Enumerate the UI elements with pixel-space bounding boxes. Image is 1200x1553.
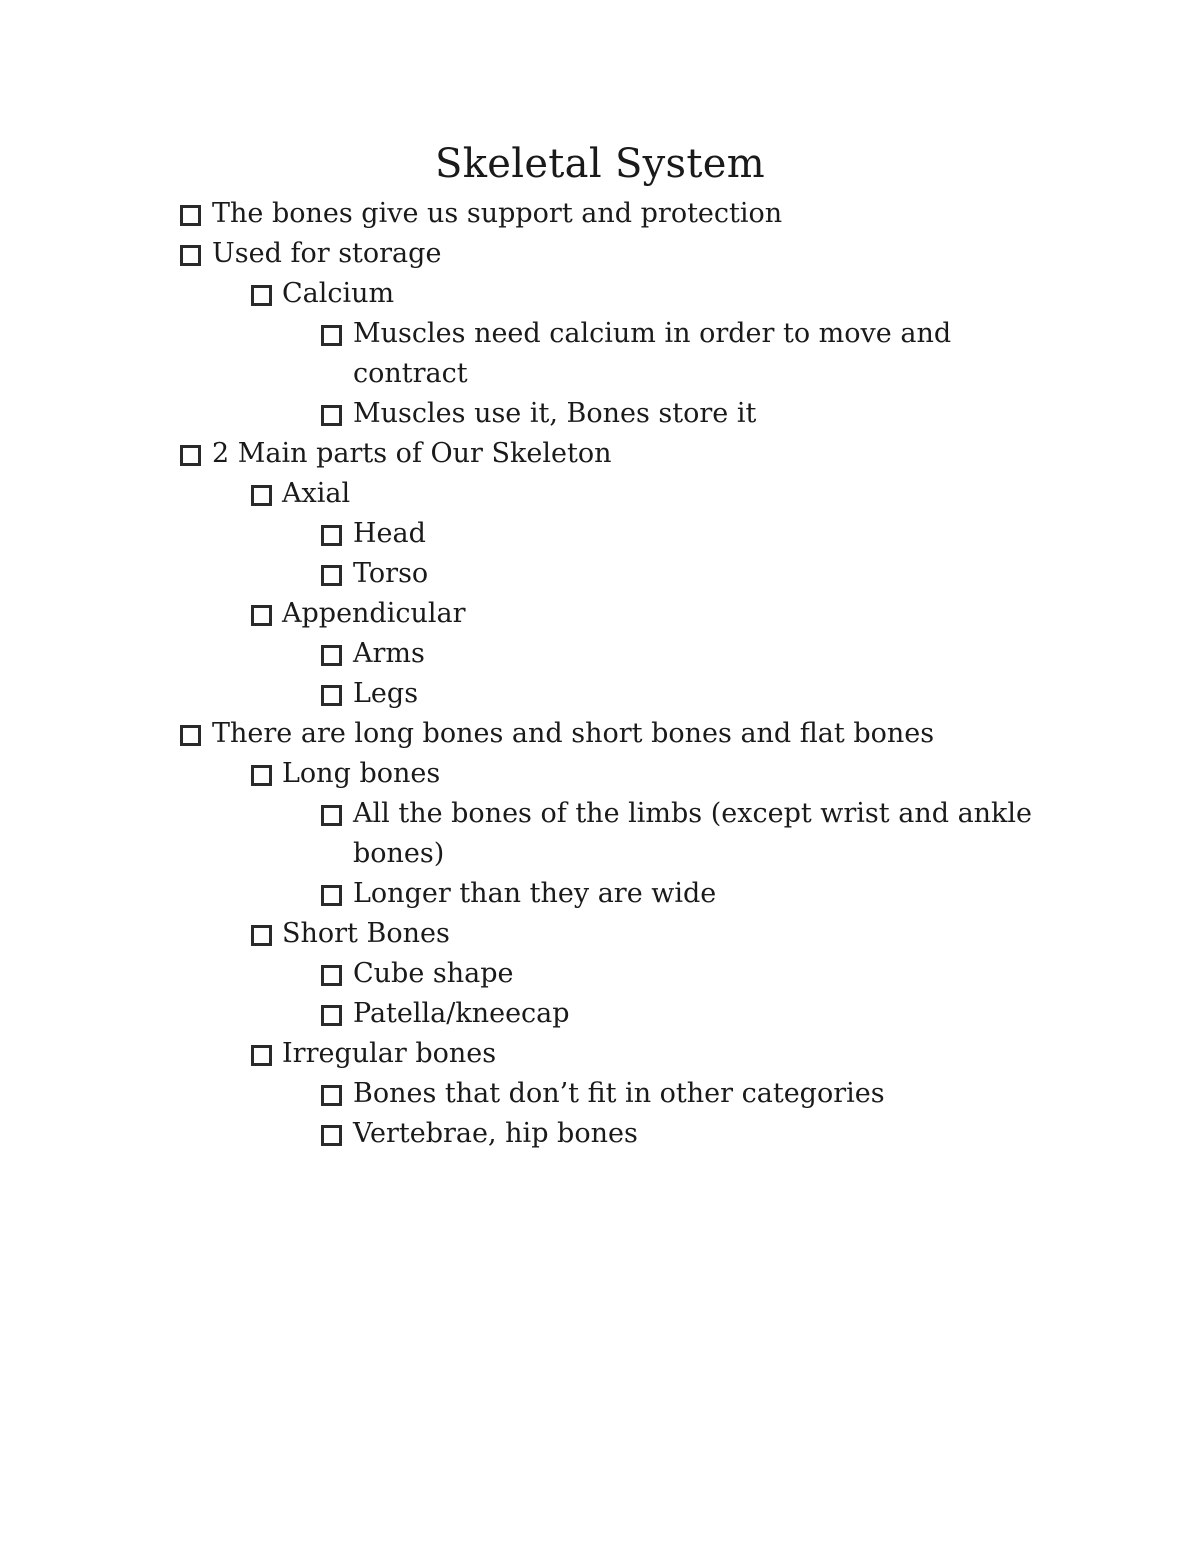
list-item-text: Torso — [353, 558, 429, 589]
list-item — [0, 714, 1200, 754]
checkbox-icon — [180, 725, 201, 746]
list-item-text: Arms — [353, 638, 425, 669]
checkbox-icon — [321, 405, 342, 426]
checkbox-icon — [321, 1085, 342, 1106]
checkbox-icon — [251, 1045, 272, 1066]
list-item-text: Longer than they are wide — [353, 878, 717, 909]
checkbox-icon — [321, 965, 342, 986]
list-item-text: 2 Main parts of Our Skeleton — [212, 438, 612, 469]
list-item-text: The bones give us support and protection — [212, 198, 783, 229]
checkbox-icon — [321, 525, 342, 546]
page-title: Skeletal System — [435, 141, 765, 187]
list-item-text: Cube shape — [353, 958, 514, 989]
list-item-text: Muscles use it, Bones store it — [353, 398, 757, 429]
list-item-text: Long bones — [282, 758, 441, 789]
checkbox-icon — [251, 285, 272, 306]
list-item-text: Short Bones — [282, 918, 450, 949]
list-item — [0, 1114, 1053, 1154]
list-item — [0, 194, 1200, 234]
list-item — [0, 514, 1053, 554]
list-item — [0, 274, 1200, 314]
checkbox-icon — [321, 685, 342, 706]
bullet-list — [0, 194, 1200, 1154]
list-item-text: Irregular bones — [282, 1038, 497, 1069]
list-item — [0, 474, 1200, 514]
list-item — [0, 754, 1200, 794]
list-item — [0, 394, 1053, 434]
list-item — [0, 794, 1053, 874]
list-item-text: All the bones of the limbs (except wrist and ankle bones) — [353, 798, 1033, 869]
list-item-text: Appendicular — [282, 598, 466, 629]
list-item — [0, 234, 1200, 274]
checkbox-icon — [251, 925, 272, 946]
list-item — [0, 954, 1053, 994]
list-item — [0, 674, 1053, 714]
list-item-text: Head — [353, 518, 426, 549]
list-item — [0, 874, 1053, 914]
checkbox-icon — [180, 205, 201, 226]
list-item — [0, 634, 1053, 674]
list-item — [0, 1034, 1200, 1074]
checkbox-icon — [321, 565, 342, 586]
list-item-text: Vertebrae, hip bones — [353, 1118, 638, 1149]
checkbox-icon — [251, 765, 272, 786]
list-item-text: Legs — [353, 678, 419, 709]
checkbox-icon — [180, 245, 201, 266]
checkbox-icon — [321, 1125, 342, 1146]
checkbox-icon — [251, 485, 272, 506]
list-item — [0, 914, 1200, 954]
list-item — [0, 434, 1200, 474]
list-item — [0, 594, 1200, 634]
list-item — [0, 1074, 1053, 1114]
list-item-text: Used for storage — [212, 238, 442, 269]
list-item-text: Bones that don’t fit in other categories — [353, 1078, 885, 1109]
list-item — [0, 554, 1053, 594]
checkbox-icon — [251, 605, 272, 626]
list-item — [0, 994, 1053, 1034]
checkbox-icon — [321, 645, 342, 666]
list-item-text: Patella/kneecap — [353, 998, 570, 1029]
checkbox-icon — [321, 885, 342, 906]
checkbox-icon — [180, 445, 201, 466]
list-item-text: Calcium — [282, 278, 395, 309]
list-item-text: There are long bones and short bones and flat bones — [212, 718, 935, 749]
list-item — [0, 314, 1053, 394]
list-item-text: Muscles need calcium in order to move and contract — [353, 318, 952, 389]
checkbox-icon — [321, 325, 342, 346]
list-item-text: Axial — [282, 478, 351, 509]
checkbox-icon — [321, 1005, 342, 1026]
checkbox-icon — [321, 805, 342, 826]
